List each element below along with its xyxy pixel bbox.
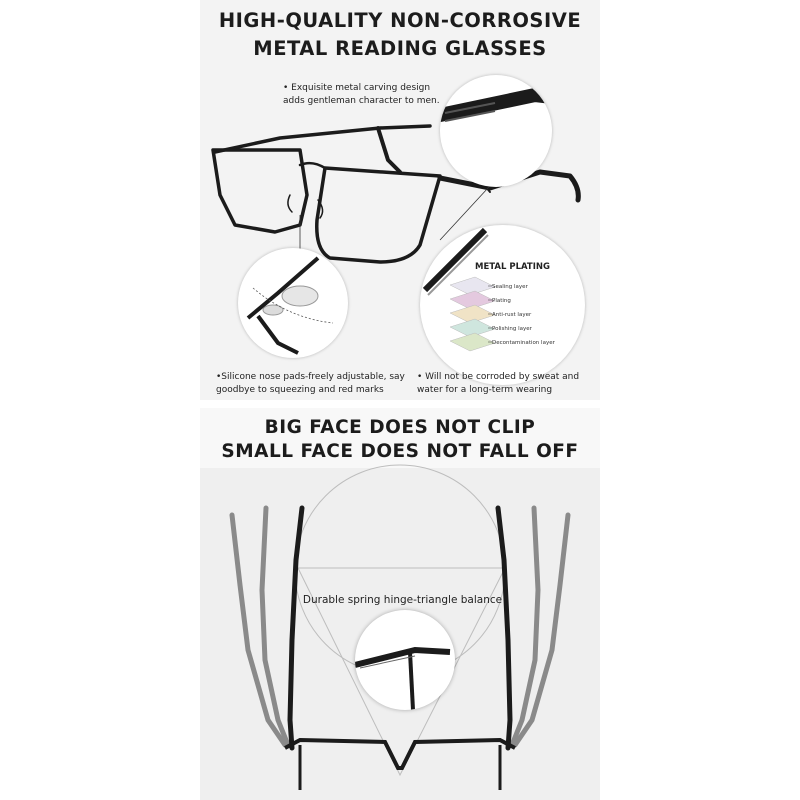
nose-pads-caption: •Silicone nose pads-freely adjustable, say goodbye to squeezing and red marks [216, 372, 405, 395]
plating-layer-label: Anti-rust layer [492, 312, 532, 318]
headline-line-2: METAL READING GLASSES [253, 37, 547, 60]
headline-line-3: BIG FACE DOES NOT CLIP [264, 417, 536, 438]
headline-line-4: SMALL FACE DOES NOT FALL OFF [221, 441, 579, 462]
hinge-detail-icon [355, 610, 455, 710]
plating-layer-label: Plating [492, 298, 511, 304]
hinge-caption: Durable spring hinge-triangle balance [302, 594, 503, 606]
hinge-detail-image [355, 610, 455, 710]
plating-layer-label: Polishing layer [492, 326, 532, 332]
carving-caption: • Exquisite metal carving design adds gentleman character to men. [283, 83, 440, 106]
plating-layer-label: Decontamination layer [492, 340, 555, 346]
plating-title: METAL PLATING [475, 262, 550, 272]
headline-line-1: HIGH-QUALITY NON-CORROSIVE [218, 9, 582, 32]
plating-layer-label: Sealing layer [492, 284, 528, 290]
corrosion-caption: • Will not be corroded by sweat and water for a long-term wearing [417, 372, 580, 395]
